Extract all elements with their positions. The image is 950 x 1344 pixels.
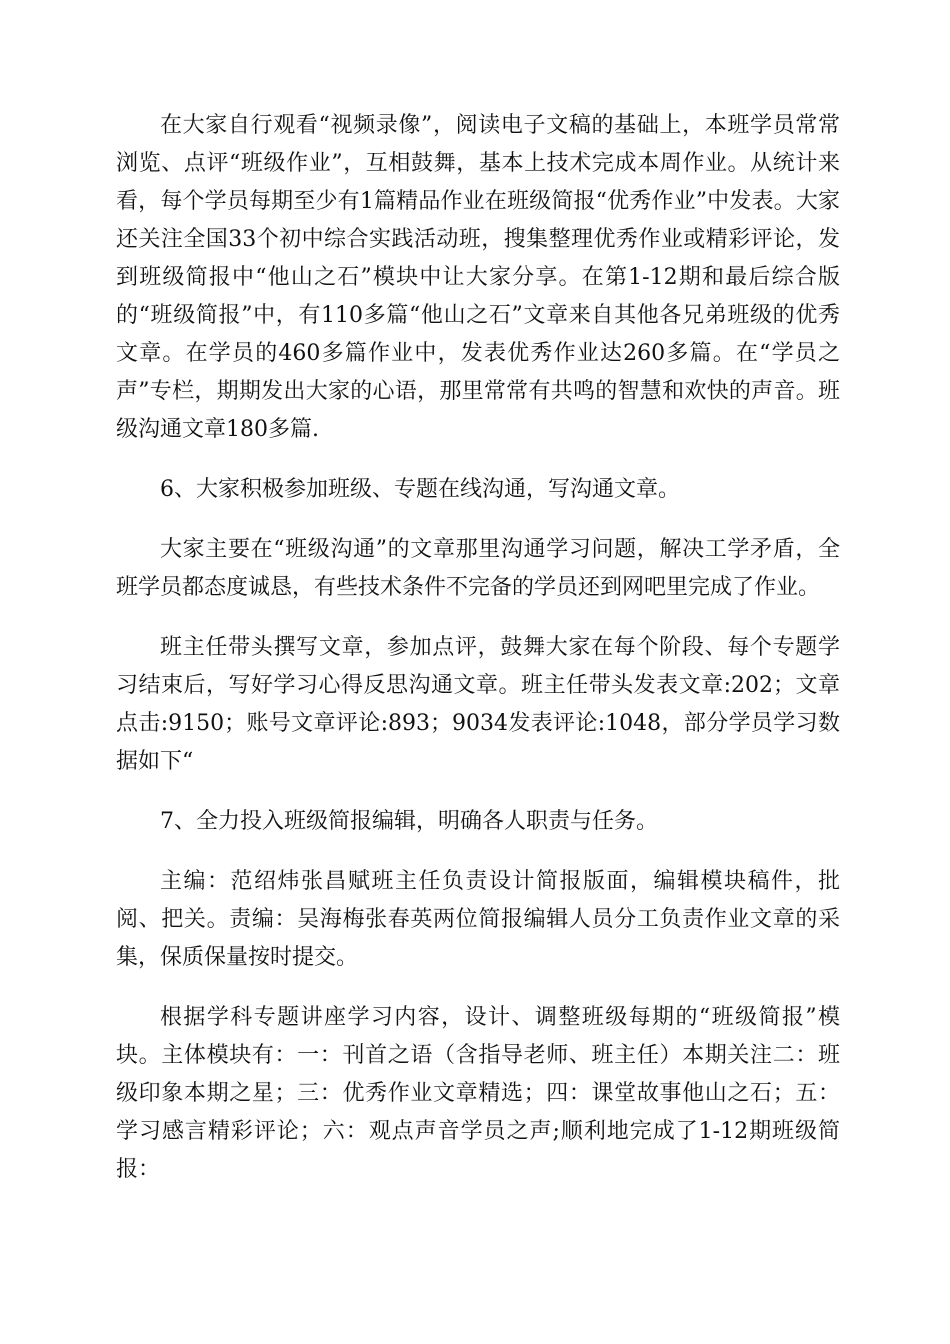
paragraph-editors: 主编：范绍炜张昌赋班主任负责设计简报版面，编辑模块稿件，批阅、把关。责编：吴海梅张春英两位简报编辑人员分工负责作业文章的采集，保质保量按时提交。	[116, 869, 840, 970]
document-body	[116, 107, 840, 1211]
paragraph-class-communication: 大家主要在“班级沟通”的文章那里沟通学习问题，解决工学矛盾，全班学员都态度诚恳，有些技术条件不完备的学员还到网吧里完成了作业。	[116, 537, 840, 600]
paragraph-bulletin-modules: 根据学科专题讲座学习内容，设计、调整班级每期的“班级简报”模块。主体模块有：一：刊首之语（含指导老师、班主任）本期关注二：班级印象本期之星；三：优秀作业文章精选；四：课堂故事他山之石；五：学习感言精彩评论；六：观点声音学员之声;顺利地完成了1-12期班级简报：	[116, 1005, 840, 1182]
paragraph-video-homework: 在大家自行观看“视频录像”，阅读电子文稿的基础上，本班学员常常浏览、点评“班级作业”，互相鼓舞，基本上技术完成本周作业。从统计来看，每个学员每期至少有1篇精品作业在班级简报“优秀作业”中发表。大家还关注全国33个初中综合实践活动班，搜集整理优秀作业或精彩评论，发到班级简报中“他山之石”模块中让大家分享。在第1-12期和最后综合版的“班级简报”中，有110多篇“他山之石”文章来自其他各兄弟班级的优秀文章。在学员的460多篇作业中，发表优秀作业达260多篇。在“学员之声”专栏，期期发出大家的心语，那里常常有共鸣的智慧和欢快的声音。班级沟通文章180多篇.	[116, 113, 840, 442]
paragraph-heading-7: 7、全力投入班级简报编辑，明确各人职责与任务。	[160, 809, 658, 834]
paragraph-teacher-articles: 班主任带头撰写文章，参加点评，鼓舞大家在每个阶段、每个专题学习结束后，写好学习心得反思沟通文章。班主任带头发表文章:202；文章点击:9150；账号文章评论:893；9034发表评论:1048，部分学员学习数据如下“	[116, 635, 840, 774]
paragraph-heading-6: 6、大家积极参加班级、专题在线沟通，写沟通文章。	[160, 477, 680, 502]
